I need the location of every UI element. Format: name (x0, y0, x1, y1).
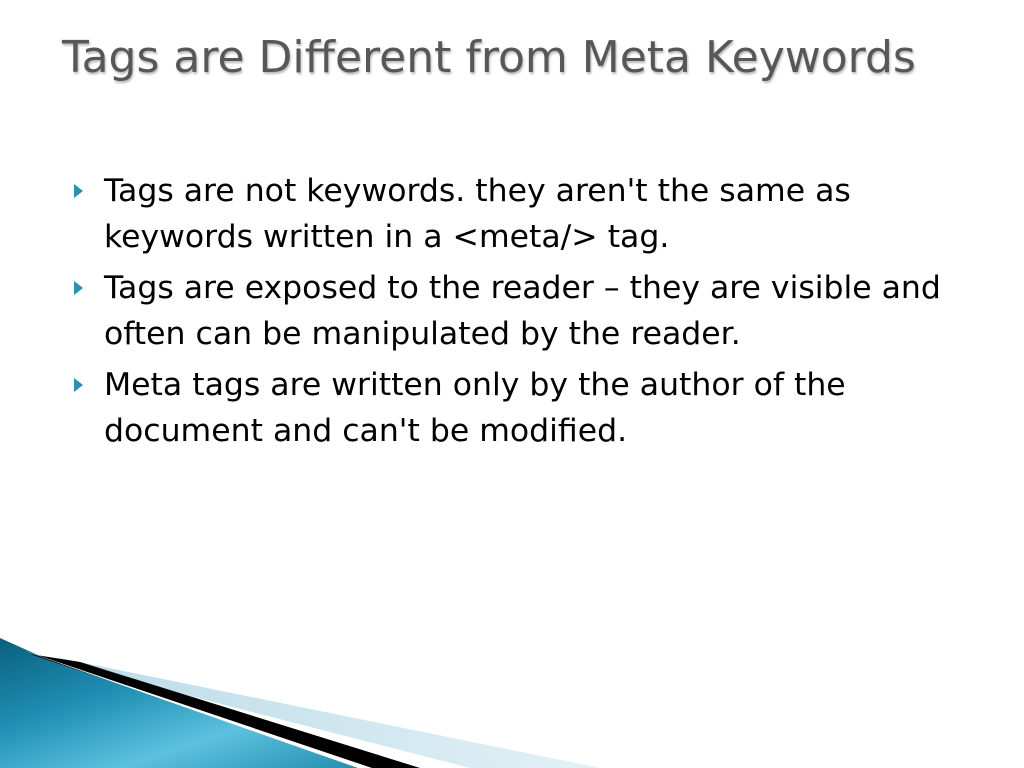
bullet-item (74, 362, 954, 454)
bullet-text: Tags are not keywords. they aren't the same as keywords written in a <meta/> tag. (104, 173, 851, 255)
slide-title: Tags are Different from Meta Keywords (62, 32, 916, 83)
triangle-bullet-icon (74, 184, 83, 198)
bullet-list (74, 168, 954, 459)
bullet-text: Tags are exposed to the reader – they are visible and often can be manipulated by the reader. (104, 270, 941, 352)
footer-wave-decoration (0, 638, 1024, 768)
bullet-item (74, 168, 954, 260)
bullet-item (74, 265, 954, 357)
bullet-text: Meta tags are written only by the author of the document and can't be modified. (104, 367, 846, 449)
triangle-bullet-icon (74, 281, 83, 295)
triangle-bullet-icon (74, 378, 83, 392)
